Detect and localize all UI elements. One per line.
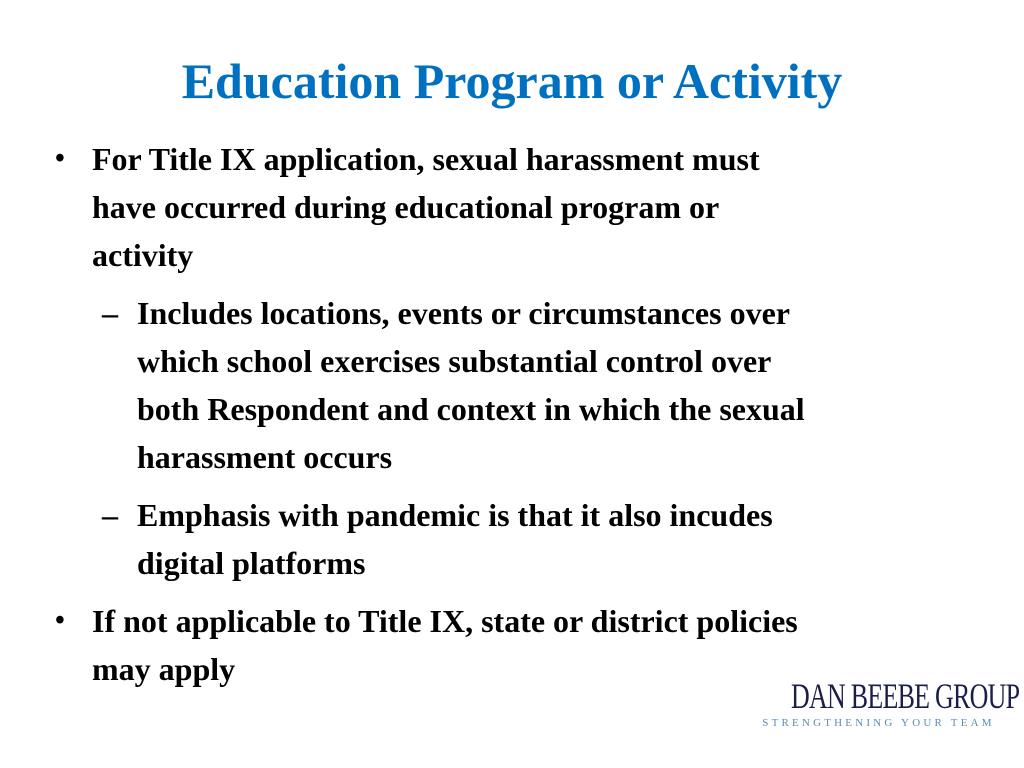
logo-tagline: STRENGTHENING YOUR TEAM <box>762 717 995 729</box>
sub-bullet-item <box>50 491 990 587</box>
bullet-icon: • <box>55 143 65 174</box>
bullet-item <box>50 135 990 279</box>
bullet-text-line: have occurred during educational program or <box>92 189 720 225</box>
slide-title: Education Program or Activity <box>181 53 843 109</box>
bullet-text-line: may apply <box>92 651 236 687</box>
sub-bullet-text-line: which school exercises substantial control over <box>137 343 772 379</box>
logo-name: DAN BEEBE GROUP <box>791 676 1020 716</box>
sub-bullet-text-line: Includes locations, events or circumstances over <box>137 295 790 331</box>
company-logo <box>757 676 1020 730</box>
bullet-text-line: activity <box>92 237 194 273</box>
sub-bullet-text-line: harassment occurs <box>137 439 393 475</box>
sub-bullet-text-line: digital platforms <box>137 545 366 581</box>
bullet-icon: • <box>55 605 65 636</box>
dash-icon: – <box>102 497 118 533</box>
slide-content <box>50 135 990 693</box>
sub-bullet-text-line: both Respondent and context in which the sexual <box>137 391 805 427</box>
sub-bullet-item <box>50 289 990 481</box>
bullet-text-line: For Title IX application, sexual harassment must <box>92 141 760 177</box>
dash-icon: – <box>102 295 118 331</box>
sub-bullet-text-line: Emphasis with pandemic is that it also incudes <box>137 497 773 533</box>
bullet-text-line: If not applicable to Title IX, state or district policies <box>92 603 798 639</box>
